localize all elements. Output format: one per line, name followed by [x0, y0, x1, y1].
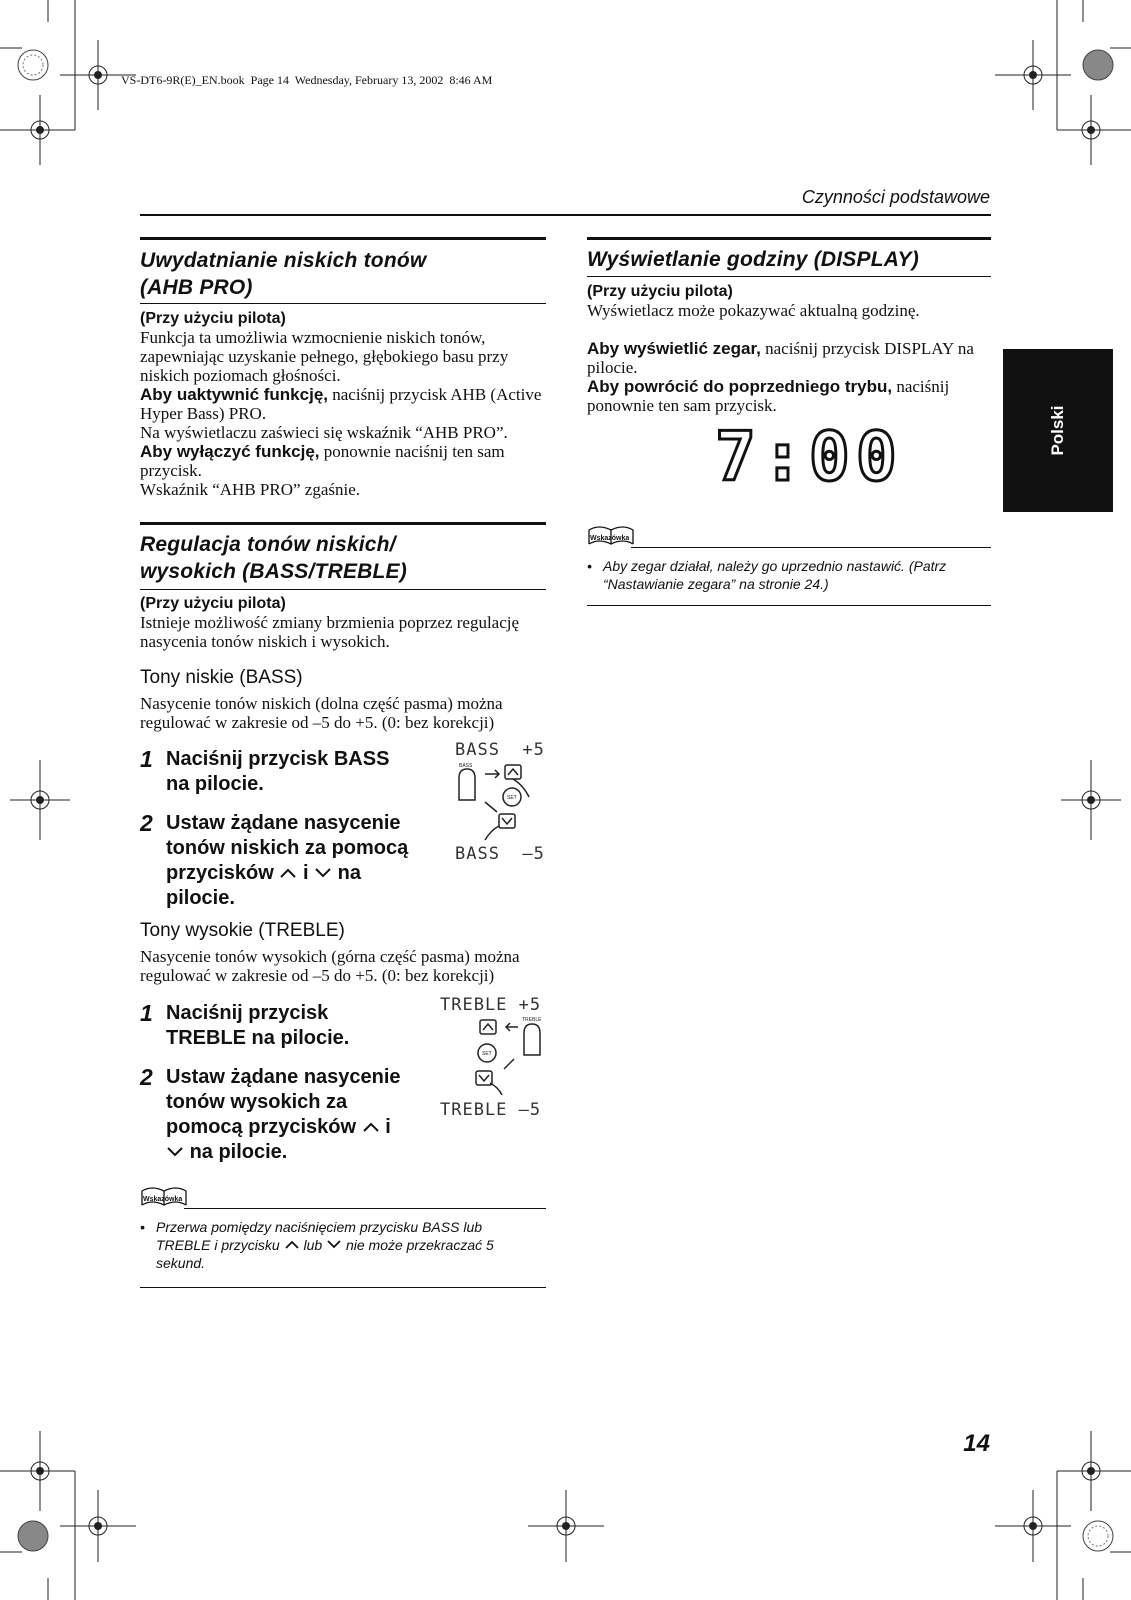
- bass-step-2-a: Ustaw żądane nasycenie tonów niskich za pomocą przycisków: [166, 812, 409, 884]
- bass-step-2-i: i: [302, 862, 309, 884]
- bass-step-2-num: 2: [140, 810, 153, 836]
- bt-title-underline: [140, 589, 546, 590]
- treble-lcd-bottom: TREBLE –5: [440, 1100, 542, 1120]
- bt-title-line1: Regulacja tonów niskich/: [140, 533, 396, 556]
- disp-p2: [587, 339, 991, 377]
- bass-remote-illustration: [455, 760, 545, 842]
- disp-title: Wyświetlanie godziny (DISPLAY): [587, 248, 919, 271]
- treble-step-2: [140, 1065, 430, 1165]
- left-note-a: Przerwa pomiędzy naciśnięciem przycisku BASS lub TREBLE i przycisku: [156, 1219, 483, 1253]
- disp-title-underline: [587, 276, 991, 277]
- header-rule: [140, 214, 991, 216]
- ahb-p2: [140, 385, 550, 423]
- chevron-down-icon: [314, 867, 332, 879]
- bass-step-2-b: na pilocie.: [166, 862, 361, 909]
- disp-body: [587, 301, 991, 415]
- left-note: • Przerwa pomiędzy naciśnięciem przycisku BASS lub TREBLE i przycisku lub nie może przekraczać 5 sekund.: [140, 1219, 494, 1271]
- ahb-p5: Wskaźnik “AHB PRO” zgaśnie.: [140, 480, 361, 499]
- treble-text: Nasycenie tonów wysokich (górna część pasma) można regulować w zakresie od –5 do +5. (0: bez korekcji): [140, 947, 520, 985]
- treble-step-2-text: [166, 1065, 414, 1165]
- chevron-up-icon: [362, 1121, 380, 1133]
- left-note-bottom-rule: [140, 1287, 546, 1288]
- chevron-down-icon: [326, 1239, 342, 1250]
- treble-step-2-b: na pilocie.: [189, 1141, 288, 1163]
- left-note-top-rule: [184, 1208, 546, 1209]
- bt-intro: Istnieje możliwość zmiany brzmienia poprzez regulację nasycenia tonów niskich i wysokich.: [140, 613, 520, 651]
- ahb-title-rule: [140, 237, 546, 240]
- ahb-p4-rest: ponownie naciśnij ten sam przycisk.: [140, 442, 505, 480]
- ahb-p2-bold: Aby uaktywnić funkcję,: [140, 385, 328, 404]
- ahb-title-line2: (AHB PRO): [140, 276, 253, 299]
- chevron-up-icon: [284, 1239, 300, 1250]
- bass-step-1-num: 1: [140, 746, 153, 772]
- treble-heading: Tony wysokie (TREBLE): [140, 920, 345, 941]
- ahb-p3: Na wyświetlaczu zaświeci się wskaźnik “AHB PRO”.: [140, 423, 508, 442]
- treble-step-1-num: 1: [140, 1000, 153, 1026]
- bass-btn-label: BASS: [459, 763, 473, 769]
- chevron-down-icon: [166, 1146, 184, 1158]
- treble-btn-label: TREBLE: [522, 1017, 542, 1023]
- clock-display: 7:00: [715, 418, 903, 497]
- ahb-title-line1: Uwydatnianie niskich tonów: [140, 249, 427, 272]
- ahb-subhead: (Przy użyciu pilota): [140, 310, 286, 327]
- side-tab-label: Polski: [1048, 405, 1067, 456]
- bass-set-label: SET: [507, 795, 517, 801]
- bt-title-rule: [140, 522, 546, 525]
- disp-p3: [587, 377, 991, 415]
- bass-step-1: [140, 747, 430, 799]
- disp-p1: Wyświetlacz może pokazywać aktualną godzinę.: [587, 301, 920, 320]
- bass-step-1-text: Naciśnij przycisk BASS na pilocie.: [166, 748, 390, 795]
- ahb-p4: [140, 442, 550, 480]
- ahb-title: [140, 247, 546, 301]
- disp-p3-bold: Aby powrócić do poprzedniego trybu,: [587, 377, 893, 396]
- chevron-up-icon: [279, 867, 297, 879]
- right-note-top-rule: [631, 547, 991, 548]
- ahb-title-underline: [140, 303, 546, 304]
- treble-step-1: [140, 1001, 430, 1053]
- bass-step-2-text: [166, 811, 414, 911]
- bt-title: [140, 531, 546, 585]
- right-note-bottom-rule: [587, 605, 991, 606]
- treble-step-2-num: 2: [140, 1064, 153, 1090]
- ahb-p4-bold: Aby wyłączyć funkcję,: [140, 442, 320, 461]
- treble-lcd-top: TREBLE +5: [440, 995, 542, 1015]
- section-header: Czynności podstawowe: [801, 187, 990, 207]
- treble-step-2-a: Ustaw żądane nasycenie tonów wysokich za pomocą przycisków: [166, 1066, 401, 1138]
- left-note-c: nie może przekraczać 5 sekund.: [156, 1237, 494, 1271]
- bass-lcd-top: BASS +5: [455, 740, 545, 760]
- page-number: 14: [963, 1430, 990, 1457]
- disp-p2-bold: Aby wyświetlić zegar,: [587, 339, 761, 358]
- treble-set-label: SET: [482, 1051, 492, 1057]
- right-note: • Aby zegar działał, należy go uprzednio nastawić. (Patrz “Nastawianie zegara” na stronie 24.): [587, 558, 947, 592]
- ahb-p1: Funkcja ta umożliwia wzmocnienie niskich tonów, zapewniając uzyskanie pełnego, głębokiego basu przy niskich poziomach głośności.: [140, 328, 509, 385]
- right-note-text: Aby zegar działał, należy go uprzednio nastawić. (Patrz “Nastawianie zegara” na stronie 24.): [603, 558, 947, 592]
- print-header: VS-DT6-9R(E)_EN.book Page 14 Wednesday, February 13, 2002 8:46 AM: [121, 73, 493, 87]
- bt-subhead: (Przy użyciu pilota): [140, 595, 286, 612]
- disp-p3-rest: naciśnij ponownie ten sam przycisk.: [587, 377, 950, 415]
- right-note-icon-label: Wskazówka: [590, 535, 630, 542]
- bass-text: Nasycenie tonów niskich (dolna część pasma) można regulować w zakresie od –5 do +5. (0: bez korekcji): [140, 694, 503, 732]
- left-note-b: lub: [303, 1237, 323, 1253]
- disp-p2-rest: naciśnij przycisk DISPLAY na pilocie.: [587, 339, 974, 377]
- disp-subhead: (Przy użyciu pilota): [587, 283, 733, 300]
- bass-heading: Tony niskie (BASS): [140, 667, 303, 688]
- treble-step-1-text: Naciśnij przycisk TREBLE na pilocie.: [166, 1002, 350, 1049]
- ahb-body: [140, 328, 550, 499]
- bass-step-2: [140, 811, 430, 911]
- side-tab: [1003, 349, 1113, 512]
- treble-remote-illustration: [470, 1015, 550, 1097]
- disp-title-rule: [587, 237, 991, 240]
- bass-lcd-bottom: BASS –5: [455, 844, 545, 864]
- left-note-icon-label: Wskazówka: [143, 1196, 183, 1203]
- treble-step-2-i: i: [385, 1116, 391, 1138]
- ahb-p2-rest: naciśnij przycisk AHB (Active Hyper Bass) PRO.: [140, 385, 542, 423]
- bt-title-line2: wysokich (BASS/TREBLE): [140, 560, 407, 583]
